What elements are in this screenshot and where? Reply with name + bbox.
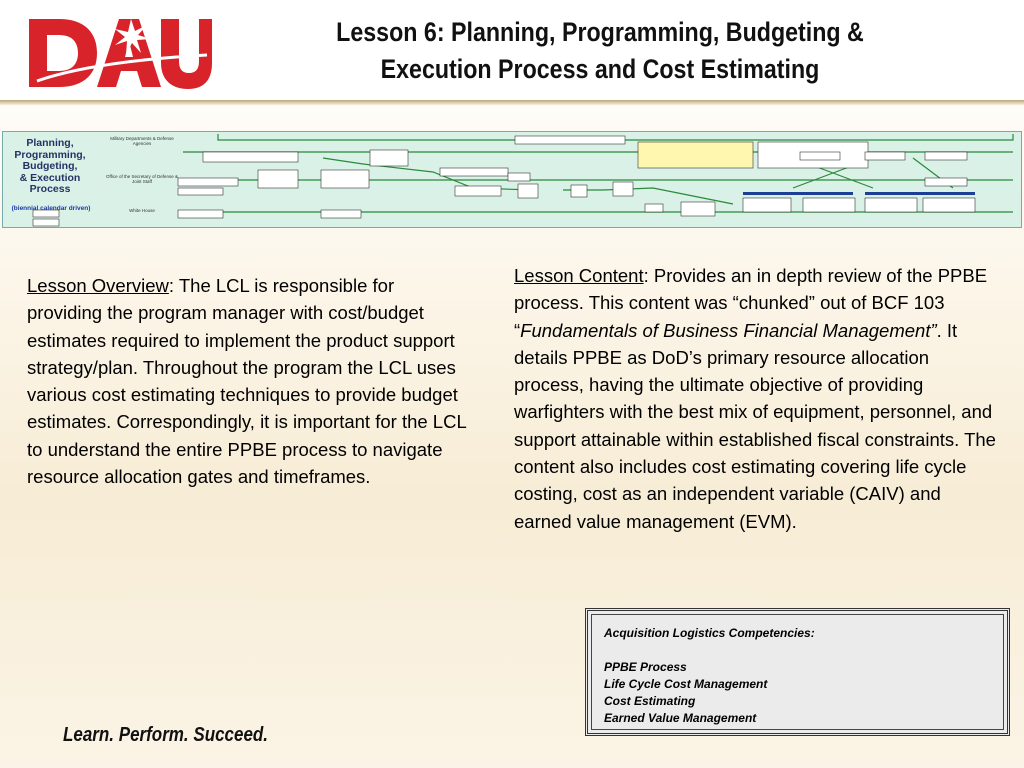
competencies-box bbox=[585, 608, 1010, 736]
lesson-content bbox=[514, 262, 999, 535]
lesson-overview-text: : The LCL is responsible for providing the program manager with cost/budget estimates required to implement the product support strategy/plan. Throughout the program the LCL uses various cost estimating techniques to provide budget estimates. Correspondingly, it is important for the LCL to understand the entire PPBE process to navigate resource allocation gates and timeframes. bbox=[27, 275, 467, 488]
lesson-content-label: Lesson Content bbox=[514, 265, 644, 286]
competency-item: Life Cycle Cost Management bbox=[604, 677, 768, 691]
flowchart-title-line: & Execution bbox=[19, 171, 81, 184]
competencies-spacer bbox=[604, 642, 991, 659]
page-title bbox=[269, 14, 931, 88]
competency-item: PPBE Process bbox=[604, 660, 687, 674]
tagline: Learn. Perform. Succeed. bbox=[63, 724, 269, 746]
flowchart-row-label: Military Departments & Defense Agencies bbox=[110, 136, 174, 146]
flowchart-title-line: Process bbox=[29, 183, 71, 195]
flowchart-row-label: Office of the Secretary of Defense & Joint Staff bbox=[106, 174, 178, 184]
header bbox=[0, 0, 1024, 100]
flowchart-title-line: Planning, bbox=[26, 137, 74, 149]
flowchart-row-label: White House bbox=[129, 208, 155, 213]
lesson-overview bbox=[27, 272, 467, 490]
title-line-2: Execution Process and Cost Estimating bbox=[380, 54, 820, 84]
competency-item: Cost Estimating bbox=[604, 694, 696, 708]
lesson-content-text-1: : Provides an in depth review of the PPBE process. This content was “chunked” out of BCF 103 “ bbox=[514, 265, 988, 341]
title-line-1: Lesson 6: Planning, Programming, Budgeting & bbox=[336, 17, 864, 47]
flowchart-title-line: Budgeting, bbox=[22, 160, 78, 172]
flowchart-title-line: Programming, bbox=[14, 148, 86, 161]
flowchart-title bbox=[9, 138, 91, 196]
lesson-content-course-title: Fundamentals of Business Financial Management” bbox=[520, 319, 937, 341]
header-divider bbox=[0, 100, 1024, 106]
lesson-overview-label: Lesson Overview bbox=[27, 275, 169, 296]
lesson-content-text-2: . It details PPBE as DoD’s primary resource allocation process, having the ultimate objective of providing warfighters with the best mix of equipment, personnel, and support attainable within established fiscal constraints. The content also includes cost estimating covering life cycle costing, cost as an independent variable (CAIV) and earned value management (EVM). bbox=[514, 319, 996, 532]
flowchart-subtitle: (biennial calendar driven) bbox=[11, 205, 91, 212]
dau-logo bbox=[27, 15, 212, 90]
competency-item: Earned Value Management bbox=[604, 711, 757, 725]
competencies-panel bbox=[591, 614, 1004, 730]
competencies-heading: Acquisition Logistics Competencies: bbox=[604, 626, 815, 640]
ppbe-flowchart bbox=[2, 131, 1022, 228]
